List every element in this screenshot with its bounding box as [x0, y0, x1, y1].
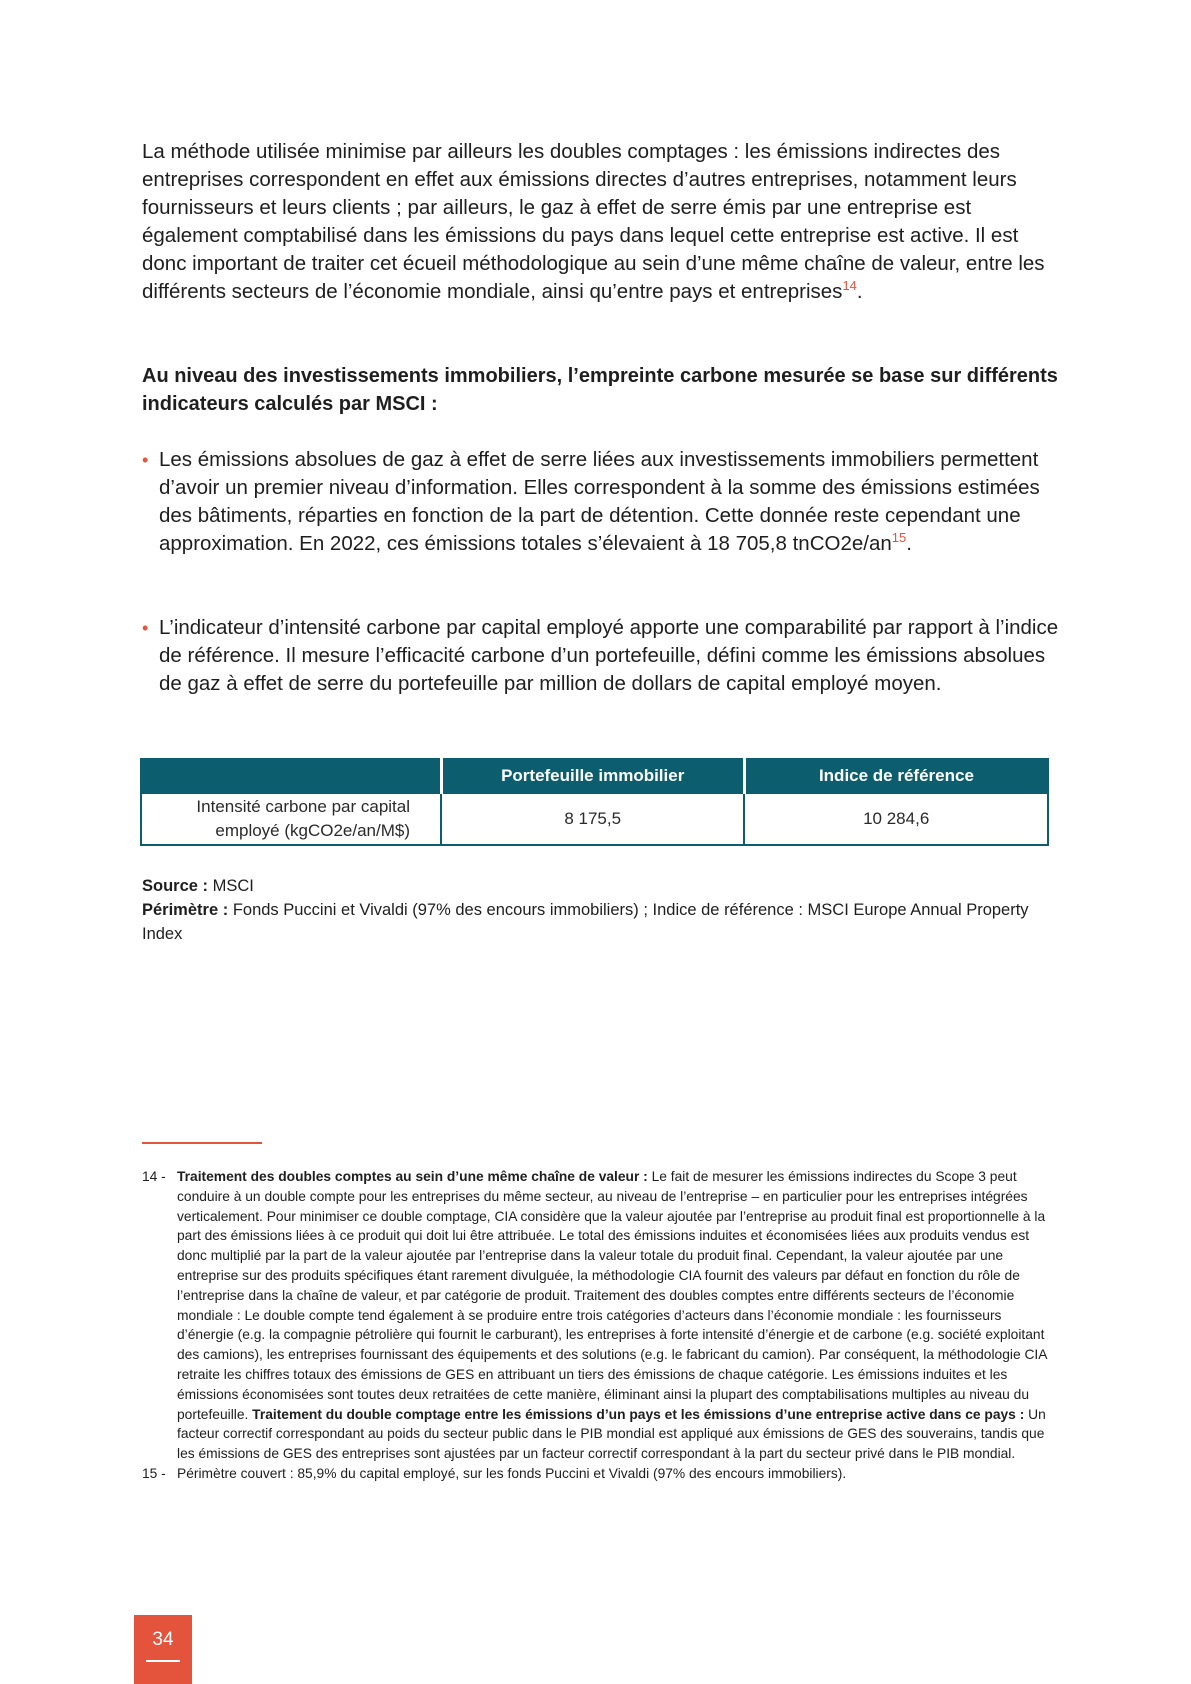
- table-cell-benchmark-value: 10 284,6: [744, 793, 1048, 845]
- table-header-portfolio: Portefeuille immobilier: [441, 759, 744, 793]
- footnote-number: 14 -: [142, 1169, 166, 1184]
- footnote-text: Périmètre couvert : 85,9% du capital employé, sur les fonds Puccini et Vivaldi (97% des encours immobiliers).: [177, 1465, 847, 1481]
- intro-paragraph: [142, 138, 1067, 306]
- footnotes: [142, 1167, 1052, 1484]
- footnote-divider: [142, 1142, 262, 1144]
- source-label: Source :: [142, 877, 209, 895]
- footnote-ref-14[interactable]: 14: [842, 278, 857, 294]
- perimeter-value: Fonds Puccini et Vivaldi (97% des encours immobiliers) ; Indice de référence : MSCI Europe Annual Property Index: [142, 901, 1029, 943]
- bullet-text-end: .: [906, 532, 912, 555]
- page-number-underline: [146, 1660, 180, 1662]
- table-cell-portfolio-value: 8 175,5: [441, 793, 744, 845]
- intro-end: .: [856, 280, 863, 303]
- bullet-item-carbon-intensity: [142, 614, 1062, 698]
- bullet-dot-icon: •: [142, 450, 149, 470]
- footnote-ref-15[interactable]: 15: [891, 530, 907, 546]
- footnote-15: [142, 1464, 1052, 1484]
- row-label-line1: Intensité carbone par capital: [196, 797, 411, 816]
- footnote-title-2: Traitement du double comptage entre les émissions d’un pays et les émissions d’une entreprise active dans ce pays :: [252, 1406, 1025, 1422]
- bullet-item-absolute-emissions: [142, 446, 1062, 558]
- table-header-row: [141, 759, 1048, 793]
- footnote-text-2: Un facteur correctif correspondant au poids du secteur public dans le PIB mondial est appliqué aux émissions de GES des souverains, tandis que les émissions de GES des entreprises sont ajustées par un facteur correctif correspondant à la part du secteur privé dans le PIB mondial.: [177, 1406, 1046, 1462]
- page-number-badge: [134, 1615, 192, 1684]
- footnote-number: 15 -: [142, 1465, 166, 1481]
- bullet-text-body: Les émissions absolues de gaz à effet de serre liées aux investissements immobiliers permettent d’avoir un premier niveau d’information. Elles correspondent à la somme des émissions estimées des bâtiments, réparties en fonction de la part de détention. Cette donnée reste cependant une approximation. En 2022, ces émissions totales s’élevaient à 18 705,8 tnCO2e/an: [159, 448, 1040, 555]
- footnote-14: [142, 1167, 1052, 1464]
- row-label-line2: employé (kgCO2e/an/M$): [215, 821, 411, 840]
- perimeter-label: Périmètre :: [142, 901, 229, 919]
- table-header-empty: [141, 759, 441, 793]
- bullet-text: [159, 446, 1062, 558]
- table-header-benchmark: Indice de référence: [744, 759, 1048, 793]
- footnote-title: Traitement des doubles comptes au sein d’une même chaîne de valeur :: [177, 1169, 648, 1184]
- page-number: 34: [152, 1629, 174, 1650]
- source-value: MSCI: [212, 877, 254, 895]
- section-heading: Au niveau des investissements immobiliers, l’empreinte carbone mesurée se base sur différents indicateurs calculés par MSCI :: [142, 365, 1058, 415]
- table-row-label: [141, 793, 441, 845]
- bullet-text: L’indicateur d’intensité carbone par capital employé apporte une comparabilité par rapport à l’indice de référence. Il mesure l’efficacité carbone d’un portefeuille, défini comme les émissions absolues de gaz à effet de serre du portefeuille par million de dollars de capital employé moyen.: [159, 616, 1059, 695]
- carbon-intensity-table: [140, 758, 1049, 846]
- intro-text: La méthode utilisée minimise par ailleurs les doubles comptages : les émissions indirectes des entreprises correspondent en effet aux émissions directes d’autres entreprises, notamment leurs fournisseurs et leurs clients ; par ailleurs, le gaz à effet de serre émis par une entreprise est également comptabilisé dans les émissions du pays dans lequel cette entreprise est active. Il est donc important de traiter cet écueil méthodologique au sein d’une même chaîne de valeur, entre les différents secteurs de l’économie mondiale, ainsi qu’entre pays et entreprises: [142, 140, 1045, 303]
- footnote-text: Le fait de mesurer les émissions indirectes du Scope 3 peut conduire à un double compte pour les entreprises du même secteur, au niveau de l’entreprise – en particulier pour les entreprises intégrées verticalement. Pour minimiser ce double comptage, CIA considère que la valeur ajoutée par l’entreprise au produit final est proportionnelle à la part des émissions liées à ce produit qui doit lui être attribuée. Le total des émissions induites et économisées liées aux produits vendus est donc multiplié par la part de la valeur ajoutée par l’entreprise dans la valeur totale du produit final. Cependant, la valeur ajoutée par une entreprise sur des produits spécifiques étant rarement divulguée, la méthodologie CIA fournit des valeurs par défaut en fonction du rôle de l’entreprise dans la chaîne de valeur, et par catégorie de produit. Traitement des doubles comptes entre différents secteurs de l’économie mondiale : Le double compte tend également à se produire entre trois catégories d’acteurs dans l’économie mondiale : les fournisseurs d’énergie (e.g. la compagnie pétrolière qui fournit le carburant), les entreprises à forte intensité d’énergie et de carbone (e.g. société exploitant des camions), les entreprises fournissant des équipements et des solutions (e.g. le fabricant du camion). Par conséquent, la méthodologie CIA retraite les chiffres totaux des émissions de GES en attribuant un tiers des émissions de chaque catégorie. Les émissions induites et les émissions économisées sont toutes deux retraitées de cette manière, éliminant ainsi la plupart des comptabilisations multiples au niveau du portefeuille.: [177, 1169, 1047, 1422]
- bullet-dot-icon: •: [142, 618, 149, 638]
- source-note: [142, 874, 1067, 946]
- table-row: [141, 793, 1048, 845]
